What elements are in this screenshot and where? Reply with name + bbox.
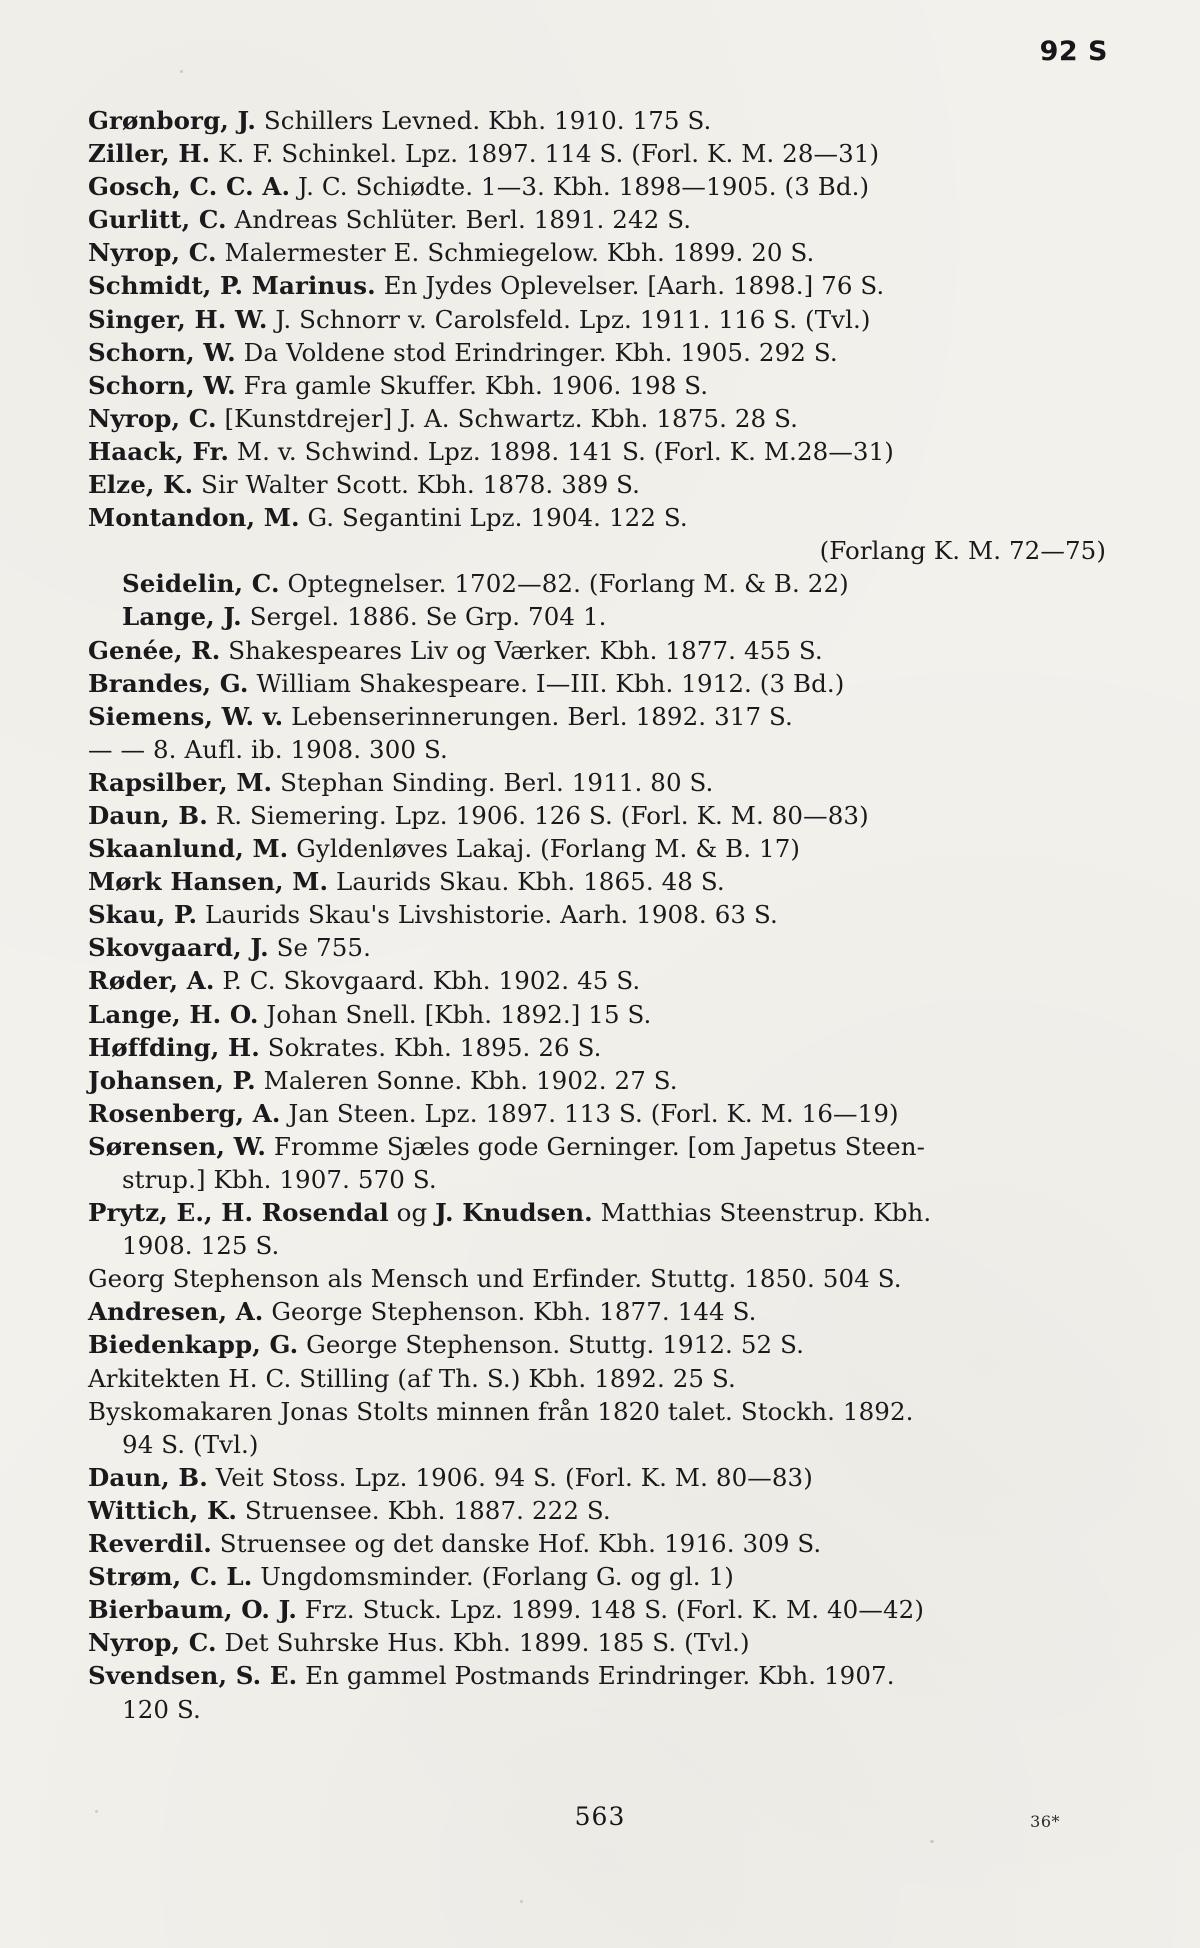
bibliography-entry-line xyxy=(88,1130,1108,1163)
entry-detail: G. Segantini Lpz. 1904. 122 S. xyxy=(299,503,688,533)
entry-detail: Frz. Stuck. Lpz. 1899. 148 S. (Forl. K. M. 40—42) xyxy=(297,1595,924,1625)
entry-author: Høffding, H. xyxy=(88,1032,260,1062)
bibliography-entry-line xyxy=(88,236,1108,269)
bibliography-entry-line xyxy=(88,1659,1108,1692)
entry-detail: strup.] Kbh. 1907. 570 S. xyxy=(122,1165,437,1194)
entry-author: Wittich, K. xyxy=(88,1495,238,1525)
entry-detail: Sokrates. Kbh. 1895. 26 S. xyxy=(259,1032,602,1062)
entry-author: Schorn, W. xyxy=(88,337,236,367)
entry-author: Daun, B. xyxy=(88,1462,208,1492)
bibliography-entry-line xyxy=(88,1626,1108,1659)
bibliography-entry-line xyxy=(88,1494,1108,1527)
bibliography-entry-line xyxy=(88,104,1108,137)
bibliography-entry-line xyxy=(88,567,1108,600)
entry-author: Nyrop, C. xyxy=(88,1628,217,1658)
entry-detail: Schillers Levned. Kbh. 1910. 175 S. xyxy=(255,106,712,135)
bibliography-entry-line xyxy=(88,898,1108,931)
bibliography-entry-line xyxy=(88,931,1108,964)
bibliography-entry-line xyxy=(88,1262,1108,1295)
entry-author: Bierbaum, O. J. xyxy=(88,1595,297,1625)
entry-author: Elze, K. xyxy=(88,470,194,500)
bibliography-entry-line xyxy=(88,303,1108,336)
bibliography-entry-line xyxy=(88,1593,1108,1626)
entry-author: Gurlitt, C. xyxy=(88,205,227,235)
bibliography-entry-line xyxy=(88,998,1108,1031)
entry-author: Biedenkapp, G. xyxy=(88,1330,299,1360)
entry-detail: Se 755. xyxy=(268,933,371,963)
entry-detail: M. v. Schwind. Lpz. 1898. 141 S. (Forl. K. M.28—31) xyxy=(229,436,894,466)
bibliography-entry-line xyxy=(88,336,1108,369)
bibliography-entry-line xyxy=(88,865,1108,898)
entry-author: Johansen, P. xyxy=(88,1065,256,1095)
entry-author: Lange, H. O. xyxy=(88,999,259,1029)
entry-author: Daun, B. xyxy=(88,800,208,830)
bibliography-entry-line xyxy=(88,766,1108,799)
entry-detail: Gyldenløves Lakaj. (Forlang M. & B. 17) xyxy=(288,834,801,864)
entry-detail: Struensee og det danske Hof. Kbh. 1916. 309 S. xyxy=(211,1529,822,1559)
entry-author: J. Knudsen. xyxy=(435,1198,593,1228)
entry-author: Røder, A. xyxy=(88,966,215,996)
entry-detail: — — 8. Aufl. ib. 1908. 300 S. xyxy=(88,734,448,764)
bibliography-entry-line xyxy=(88,1097,1108,1130)
entry-detail: Det Suhrske Hus. Kbh. 1899. 185 S. (Tvl.) xyxy=(216,1628,750,1658)
entry-detail: Optegnelser. 1702—82. (Forlang M. & B. 22) xyxy=(279,569,849,599)
entry-author: Genée, R. xyxy=(88,635,221,665)
bibliography-entry-line xyxy=(88,468,1108,501)
bibliography-entry-line xyxy=(88,1527,1108,1560)
entry-author: Prytz, E., H. Rosendal xyxy=(88,1198,389,1228)
entry-author: Mørk Hansen, M. xyxy=(88,867,329,897)
entry-detail: Laurids Skau's Livshistorie. Aarh. 1908. 63 S. xyxy=(197,900,778,930)
entry-detail: Andreas Schlüter. Berl. 1891. 242 S. xyxy=(226,205,692,235)
entry-detail: (Forlang K. M. 72—75) xyxy=(819,536,1106,566)
bibliography-entry-line xyxy=(88,1395,1108,1428)
entry-detail: 120 S. xyxy=(122,1694,201,1724)
entry-author: Brandes, G. xyxy=(88,668,249,698)
page-header-number: 92 S xyxy=(1039,36,1108,67)
entry-detail: 94 S. (Tvl.) xyxy=(122,1429,259,1459)
bibliography-entry-line xyxy=(88,1461,1108,1494)
entry-author: Haack, Fr. xyxy=(88,436,230,466)
entry-detail: J. C. Schiødte. 1—3. Kbh. 1898—1905. (3 Bd.) xyxy=(290,172,870,202)
entry-author: Siemens, W. v. xyxy=(88,701,284,731)
entry-detail: [Kunstdrejer] J. A. Schwartz. Kbh. 1875. 28 S. xyxy=(216,403,799,433)
entry-author: Skau, P. xyxy=(88,900,198,930)
entry-detail: K. F. Schinkel. Lpz. 1897. 114 S. (Forl. K. M. 28—31) xyxy=(210,139,880,169)
bibliography-entry-line xyxy=(88,137,1108,170)
entry-detail: Jan Steen. Lpz. 1897. 113 S. (Forl. K. M. 16—19) xyxy=(280,1098,899,1128)
entry-detail: Georg Stephenson als Mensch und Erfinder. Stuttg. 1850. 504 S. xyxy=(88,1264,902,1294)
entry-detail: Sergel. 1886. Se Grp. 704 1. xyxy=(241,602,607,632)
entry-author: Montandon, M. xyxy=(88,503,300,533)
bibliography-entry-line xyxy=(88,1064,1108,1097)
entry-author: Grønborg, J. xyxy=(88,106,256,135)
entry-detail: Sir Walter Scott. Kbh. 1878. 389 S. xyxy=(193,470,641,500)
page-folio-number: 563 xyxy=(574,1802,626,1831)
bibliography-entry-line xyxy=(88,634,1108,667)
entry-detail: J. Schnorr v. Carolsfeld. Lpz. 1911. 116 S. (Tvl.) xyxy=(267,304,871,334)
entry-detail: Veit Stoss. Lpz. 1906. 94 S. (Forl. K. M. 80—83) xyxy=(207,1462,813,1492)
entry-detail: Arkitekten H. C. Stilling (af Th. S.) Kbh. 1892. 25 S. xyxy=(88,1363,736,1393)
bibliography-entry-line xyxy=(88,700,1108,733)
entry-author: Andresen, A. xyxy=(88,1297,264,1327)
bibliography-entry-line xyxy=(88,534,1108,567)
entry-detail: Struensee. Kbh. 1887. 222 S. xyxy=(237,1495,611,1525)
entry-author: Svendsen, S. E. xyxy=(88,1661,298,1691)
entry-author: Singer, H. W. xyxy=(88,304,268,334)
bibliography-entry-line xyxy=(88,1229,1108,1262)
bibliography-entry-line xyxy=(88,435,1108,468)
entry-author: Skovgaard, J. xyxy=(88,933,269,963)
entry-detail: En gammel Postmands Erindringer. Kbh. 1907. xyxy=(297,1661,895,1691)
entry-author: Ziller, H. xyxy=(88,139,211,169)
paper-speck xyxy=(95,1810,98,1813)
entry-detail: P. C. Skovgaard. Kbh. 1902. 45 S. xyxy=(214,966,641,996)
bibliography-entry-line xyxy=(88,1328,1108,1361)
entry-detail: George Stephenson. Kbh. 1877. 144 S. xyxy=(263,1297,757,1327)
entry-detail: Fromme Sjæles gode Gerninger. [om Japetus Steen- xyxy=(266,1131,926,1161)
bibliography-entry-list xyxy=(88,104,1108,1726)
bibliography-entry-line xyxy=(88,1196,1108,1229)
bibliography-entry-line xyxy=(88,667,1108,700)
bibliography-entry-line xyxy=(88,1693,1108,1726)
bibliography-entry-line xyxy=(88,1295,1108,1328)
bibliography-entry-line xyxy=(88,1362,1108,1395)
bibliography-entry-line xyxy=(88,600,1108,633)
entry-detail: Matthias Steenstrup. Kbh. xyxy=(592,1198,932,1228)
entry-detail: George Stephenson. Stuttg. 1912. 52 S. xyxy=(298,1330,804,1360)
entry-detail: William Shakespeare. I—III. Kbh. 1912. (3 Bd.) xyxy=(248,668,845,698)
entry-detail: Byskomakaren Jonas Stolts minnen från 1820 talet. Stockh. 1892. xyxy=(88,1396,914,1426)
paper-speck xyxy=(520,1900,523,1903)
paper-speck xyxy=(930,1840,934,1843)
entry-author: Skaanlund, M. xyxy=(88,834,289,864)
bibliography-entry-line xyxy=(88,501,1108,534)
entry-detail: Johan Snell. [Kbh. 1892.] 15 S. xyxy=(258,999,652,1029)
entry-author: Rosenberg, A. xyxy=(88,1098,281,1128)
entry-detail: Lebenserinnerungen. Berl. 1892. 317 S. xyxy=(283,701,793,731)
entry-author: Rapsilber, M. xyxy=(88,767,273,797)
entry-detail: Fra gamle Skuffer. Kbh. 1906. 198 S. xyxy=(235,370,709,400)
bibliography-entry-line xyxy=(88,733,1108,766)
entry-detail: Stephan Sinding. Berl. 1911. 80 S. xyxy=(272,767,714,797)
entry-detail: Ungdomsminder. (Forlang G. og gl. 1) xyxy=(252,1562,734,1592)
bibliography-entry-line xyxy=(88,832,1108,865)
entry-detail: og xyxy=(388,1198,436,1228)
bibliography-entry-line xyxy=(88,1163,1108,1196)
entry-author: Gosch, C. C. A. xyxy=(88,172,291,202)
bibliography-entry-line xyxy=(88,1428,1108,1461)
entry-author: Nyrop, C. xyxy=(88,238,217,268)
bibliography-entry-line xyxy=(88,402,1108,435)
paper-speck xyxy=(180,70,183,73)
entry-author: Seidelin, C. xyxy=(122,569,280,599)
bibliography-entry-line xyxy=(88,1560,1108,1593)
entry-author: Reverdil. xyxy=(88,1529,212,1559)
entry-author: Schmidt, P. Marinus. xyxy=(88,271,376,301)
entry-detail: En Jydes Oplevelser. [Aarh. 1898.] 76 S. xyxy=(375,271,885,301)
entry-author: Sørensen, W. xyxy=(88,1131,267,1161)
bibliography-entry-line xyxy=(88,964,1108,997)
entry-author: Schorn, W. xyxy=(88,370,236,400)
bibliography-entry-line xyxy=(88,369,1108,402)
bibliography-entry-line xyxy=(88,269,1108,302)
bibliography-entry-line xyxy=(88,1031,1108,1064)
entry-detail: Da Voldene stod Erindringer. Kbh. 1905. 292 S. xyxy=(235,337,838,367)
entry-author: Nyrop, C. xyxy=(88,403,217,433)
bibliography-entry-line xyxy=(88,203,1108,236)
bibliography-entry-line xyxy=(88,170,1108,203)
entry-detail: Malermester E. Schmiegelow. Kbh. 1899. 20 S. xyxy=(216,238,815,268)
entry-detail: Laurids Skau. Kbh. 1865. 48 S. xyxy=(328,867,725,897)
entry-detail: 1908. 125 S. xyxy=(122,1231,280,1261)
bibliography-entry-line xyxy=(88,799,1108,832)
entry-detail: Shakespeares Liv og Værker. Kbh. 1877. 455 S. xyxy=(220,635,823,665)
entry-detail: Maleren Sonne. Kbh. 1902. 27 S. xyxy=(255,1065,678,1095)
signature-mark: 36* xyxy=(1030,1812,1060,1831)
entry-detail: R. Siemering. Lpz. 1906. 126 S. (Forl. K. M. 80—83) xyxy=(207,800,869,830)
entry-author: Strøm, C. L. xyxy=(88,1562,253,1592)
entry-author: Lange, J. xyxy=(122,602,242,632)
